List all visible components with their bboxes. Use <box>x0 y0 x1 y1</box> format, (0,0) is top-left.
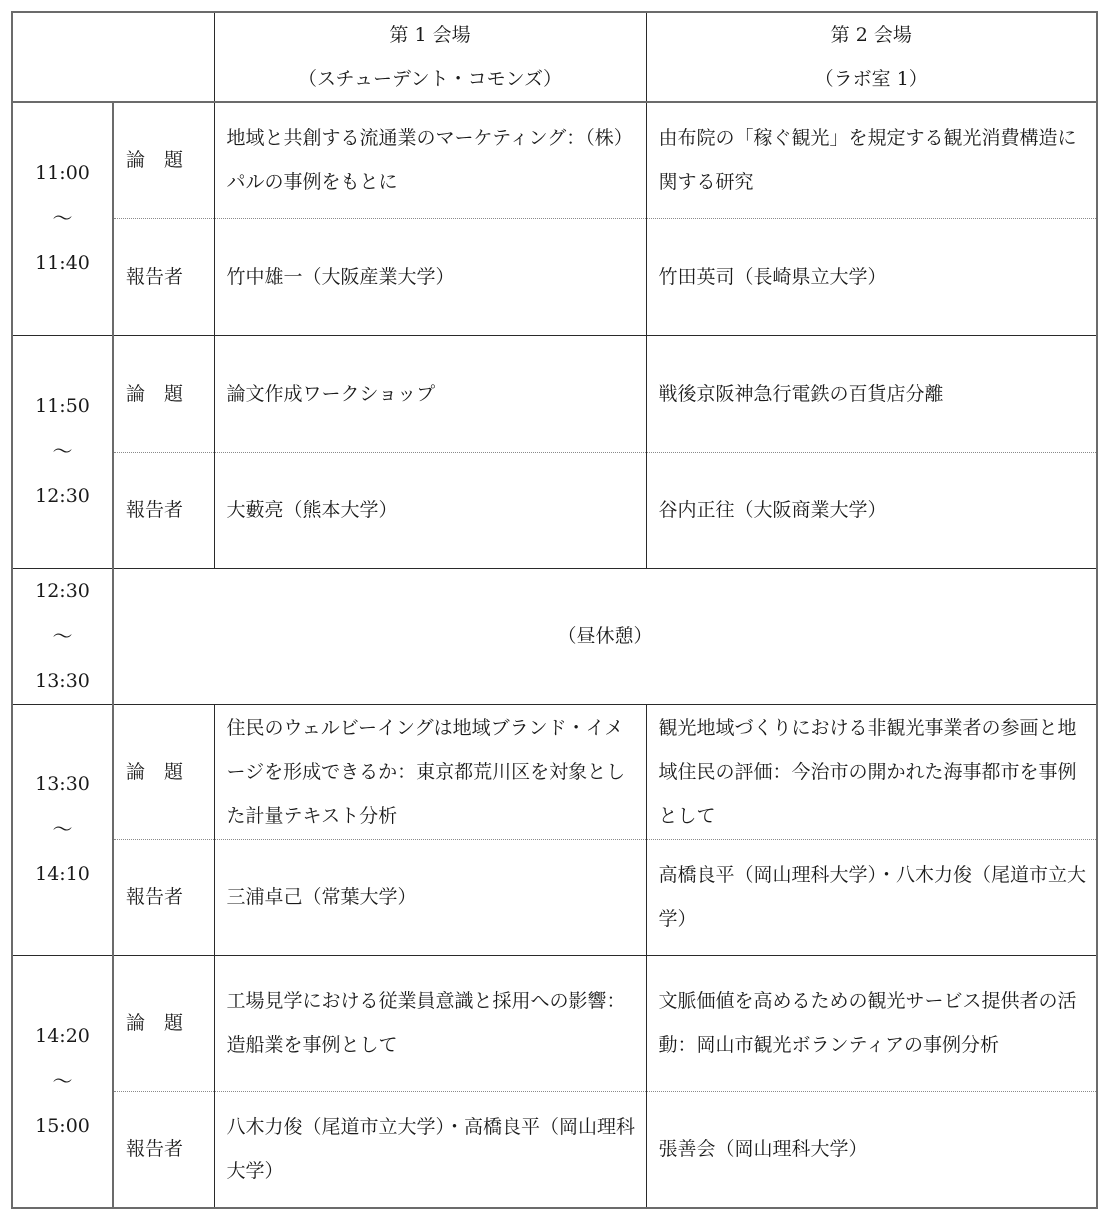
venue2-reporter: 張善会（岡山理科大学） <box>646 1091 1097 1208</box>
venue2-name: 第 2 会場 <box>830 24 912 46</box>
session-4-title-row <box>12 955 1097 1091</box>
venue2-reporter: 高橋良平（岡山理科大学）・八木力俊（尾道市立大学） <box>646 839 1097 955</box>
session-4-time <box>12 955 113 1208</box>
venue2-reporter: 竹田英司（長崎県立大学） <box>646 218 1097 335</box>
reporter-label: 報告者 <box>113 452 214 568</box>
session-1-reporter-row <box>12 218 1097 335</box>
session-end-time: 11:40 <box>35 252 90 275</box>
time-range-separator: ～ <box>52 206 73 231</box>
venue2-title: 文脈価値を高めるための観光サービス提供者の活動：岡山市観光ボランティアの事例分析 <box>646 955 1097 1091</box>
venue2-header <box>646 12 1097 102</box>
session-1-title-row <box>12 102 1097 218</box>
lunch-row <box>12 568 1097 704</box>
session-start-time: 11:50 <box>35 395 90 417</box>
venue1-header <box>214 12 646 102</box>
venue2-title: 由布院の「稼ぐ観光」を規定する観光消費構造に関する研究 <box>646 102 1097 218</box>
title-label: 論 題 <box>113 335 214 452</box>
lunch-end-time: 13:30 <box>35 669 90 692</box>
lunch-break-label: （昼休憩） <box>113 568 1097 704</box>
venue1-title: 住民のウェルビーイングは地域ブランド・イメージを形成できるか：東京都荒川区を対象とした計量テキスト分析 <box>214 704 646 839</box>
venue1-reporter: 八木力俊（尾道市立大学）・高橋良平（岡山理科大学） <box>214 1091 646 1208</box>
reporter-label: 報告者 <box>113 1091 214 1208</box>
session-3-time <box>12 704 113 955</box>
session-3-reporter-row <box>12 839 1097 955</box>
venue1-name: 第 1 会場 <box>389 24 471 46</box>
venue1-title: 論文作成ワークショップ <box>214 335 646 452</box>
session-2-reporter-row <box>12 452 1097 568</box>
venue1-room: （スチューデント・コモンズ） <box>297 68 563 90</box>
title-label: 論 題 <box>113 102 214 218</box>
venue2-room: （ラボ室 1） <box>814 68 928 90</box>
title-label: 論 題 <box>113 955 214 1091</box>
time-range-separator: ～ <box>52 817 73 841</box>
session-3-title-row <box>12 704 1097 839</box>
session-end-time: 15:00 <box>35 1114 90 1137</box>
session-2-time <box>12 335 113 568</box>
venue1-title: 地域と共創する流通業のマーケティング：（株）パルの事例をもとに <box>214 102 646 218</box>
venue2-title: 戦後京阪神急行電鉄の百貨店分離 <box>646 335 1097 452</box>
venue1-title: 工場見学における従業員意識と採用への影響：造船業を事例として <box>214 955 646 1091</box>
time-range-separator: ～ <box>52 1068 73 1093</box>
header-row <box>12 12 1097 102</box>
venue2-reporter: 谷内正往（大阪商業大学） <box>646 452 1097 568</box>
session-start-time: 11:00 <box>35 162 90 185</box>
venue1-reporter: 大藪亮（熊本大学） <box>214 452 646 568</box>
session-1-time <box>12 102 113 335</box>
venue1-reporter: 竹中雄一（大阪産業大学） <box>214 218 646 335</box>
session-4-reporter-row <box>12 1091 1097 1208</box>
schedule-table <box>11 11 1098 1209</box>
lunch-start-time: 12:30 <box>35 579 90 602</box>
lunch-time <box>12 568 113 704</box>
session-start-time: 13:30 <box>35 773 90 795</box>
time-range-separator: ～ <box>52 623 73 648</box>
venue1-reporter: 三浦卓己（常葉大学） <box>214 839 646 955</box>
title-label: 論 題 <box>113 704 214 839</box>
venue2-title: 観光地域づくりにおける非観光事業者の参画と地域住民の評価：今治市の開かれた海事都市を事例として <box>646 704 1097 839</box>
time-range-separator: ～ <box>52 439 73 463</box>
header-corner-cell <box>12 12 214 102</box>
session-end-time: 12:30 <box>35 485 90 507</box>
reporter-label: 報告者 <box>113 839 214 955</box>
session-end-time: 14:10 <box>35 863 90 885</box>
session-start-time: 14:20 <box>35 1024 90 1047</box>
reporter-label: 報告者 <box>113 218 214 335</box>
session-2-title-row <box>12 335 1097 452</box>
